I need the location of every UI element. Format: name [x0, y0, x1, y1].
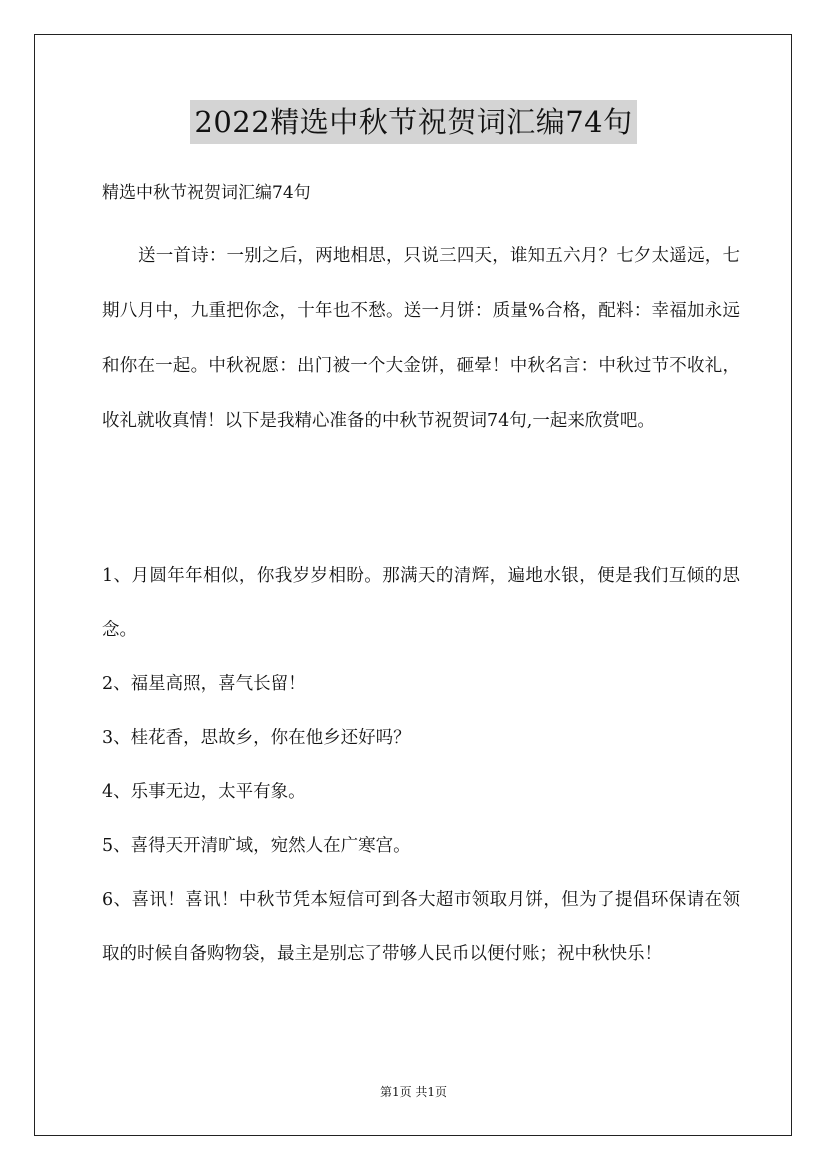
list-item: 5、喜得天开清旷域，宛然人在广寒宫。: [102, 836, 411, 856]
intro-paragraph: 送一首诗：一别之后，两地相思，只说三四天，谁知五六月？七夕太遥远，七期八月中，九重把你念，十年也不愁。送一月饼：质量%合格，配料：幸福加永远和你在一起。中秋祝愿：出门被一个大金饼，砸晕！中秋名言：中秋过节不收礼，收礼就收真情！以下是我精心准备的中秋节祝贺词74句,一起来欣赏吧。: [102, 246, 740, 431]
page-footer: 第1页 共1页: [379, 1085, 448, 1099]
title-container: [0, 100, 827, 144]
list-item: 2、福星高照，喜气长留！: [102, 674, 306, 694]
greeting-list: [102, 549, 740, 981]
list-item: 1、月圆年年相似，你我岁岁相盼。那满天的清辉，遍地水银，便是我们互倾的思念。: [102, 566, 740, 640]
document-title: 2022精选中秋节祝贺词汇编74句: [190, 100, 636, 144]
list-item: 3、桂花香，思故乡，你在他乡还好吗？: [102, 728, 411, 748]
list-item: 6、喜讯！喜讯！中秋节凭本短信可到各大超市领取月饼，但为了提倡环保请在领取的时候自备购物袋，最主是别忘了带够人民币以便付账；祝中秋快乐！: [102, 890, 740, 964]
list-item: 4、乐事无边，太平有象。: [102, 782, 306, 802]
document-subtitle: 精选中秋节祝贺词汇编74句: [102, 183, 311, 203]
